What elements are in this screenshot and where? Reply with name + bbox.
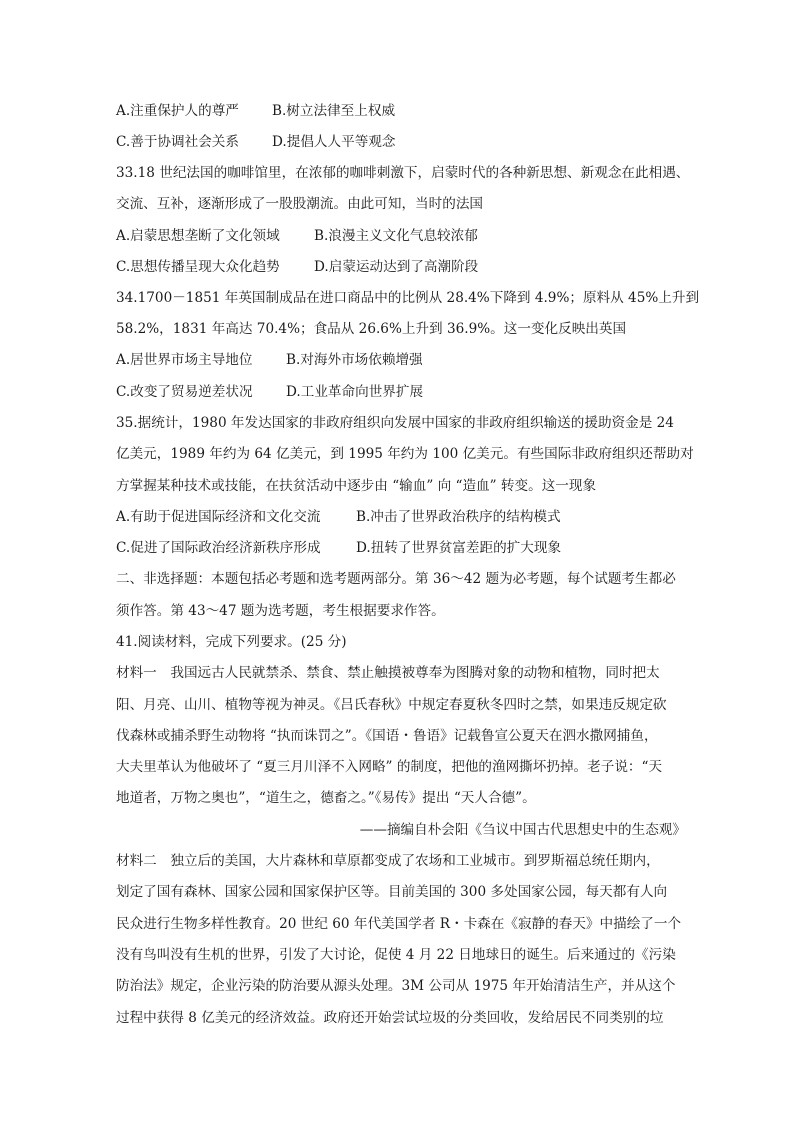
q32-option-a: A.注重保护人的尊严 [116, 103, 239, 119]
q34-options-row1 [116, 350, 423, 370]
section2-instructions-line1: 二、非选择题：本题包括必考题和选考题两部分。第 36～42 题为必考题，每个试题考生都必 [116, 571, 676, 587]
q41-material1-line5: 地道者，万物之奥也”，“道生之，德畜之。”《易传》提出 “天人合德”。 [116, 790, 536, 806]
q33-option-b: B.浪漫主义文化气息较浓郁 [314, 228, 478, 244]
q32-option-c: C.善于协调社会关系 [116, 134, 239, 150]
q41-material1-line3: 伐森林或捕杀野生动物将 “执而诛罚之”。《国语・鲁语》记载鲁宣公夏天在泗水撒网捕鱼， [116, 728, 658, 744]
q35-options-row1 [116, 507, 561, 527]
q41-material2-line2: 划定了国有森林、国家公园和国家保护区等。目前美国的 300 多处国家公园，每天都有人向 [116, 884, 668, 900]
q33-stem-line1: 33.18 世纪法国的咖啡馆里，在浓郁的咖啡刺激下，启蒙时代的各种新思想、新观念在此相遇、 [116, 165, 690, 181]
q32-options-row1 [116, 101, 396, 121]
q41-material2-line5: 防治法》规定，企业污染的防治要从源头处理。3M 公司从 1975 年开始清洁生产，并从这个 [116, 978, 676, 994]
q34-option-a: A.居世界市场主导地位 [116, 352, 253, 368]
q41-material2-line4: 没有鸟叫没有生机的世界，引发了大讨论，促使 4 月 22 日地球日的诞生。后来通过的《污染 [116, 947, 676, 963]
q35-option-a: A.有助于促进国际经济和文化交流 [116, 509, 321, 525]
q32-option-b: B.树立法律至上权威 [272, 103, 396, 119]
q32-options-row2 [116, 132, 396, 152]
q33-options-row2 [116, 257, 479, 277]
q34-option-c: C.改变了贸易逆差状况 [116, 384, 253, 400]
q41-material2-line6: 过程中获得 8 亿美元的经济效益。政府还开始尝试垃圾的分类回收，发给居民不同类别的垃 [116, 1010, 664, 1026]
q41-material1-source: ——摘编自朴会阳《刍议中国古代思想史中的生态观》 [359, 822, 686, 838]
q34-stem-line2: 58.2%，1831 年高达 70.4%；食品从 26.6%上升到 36.9%。这一变化反映出英国 [116, 321, 627, 337]
q33-stem-line2: 交流、互补，逐渐形成了一股股潮流。由此可知，当时的法国 [116, 196, 484, 212]
q35-stem-line2: 亿美元，1989 年约为 64 亿美元，到 1995 年约为 100 亿美元。有些国际非政府组织还帮助对 [116, 446, 694, 462]
q33-option-d: D.启蒙运动达到了高潮阶段 [314, 259, 479, 275]
q35-option-c: C.促进了国际政治经济新秩序形成 [116, 540, 321, 556]
q41-material1-line2: 阳、月亮、山川、植物等视为神灵。《吕氏春秋》中规定春夏秋冬四时之禁，如果违反规定砍 [116, 697, 667, 713]
q34-stem-line1: 34.1700－1851 年英国制成品在进口商品中的比例从 28.4%下降到 4.9%；原料从 45%上升到 [116, 290, 700, 306]
q33-option-a: A.启蒙思想垄断了文化领域 [116, 228, 280, 244]
q35-options-row2 [116, 538, 562, 558]
q35-option-b: B.冲击了世界政治秩序的结构模式 [356, 509, 561, 525]
section2-instructions-line2: 须作答。第 43～47 题为选考题，考生根据要求作答。 [116, 603, 445, 619]
q41-material2-line1: 材料二 独立后的美国，大片森林和草原都变成了农场和工业城市。到罗斯福总统任期内， [116, 853, 660, 869]
q33-options-row1 [116, 226, 478, 246]
q41-material1-line4: 大夫里革认为他破坏了 “夏三月川泽不入网略” 的制度，把他的渔网撕坏扔掉。老子说：“天 [116, 759, 663, 775]
q35-stem-line3: 方掌握某种技术或技能，在扶贫活动中逐步由 “输血” 向 “造血” 转变。这一现象 [116, 478, 597, 494]
q34-option-b: B.对海外市场依赖增强 [286, 352, 423, 368]
q33-option-c: C.思想传播呈现大众化趋势 [116, 259, 280, 275]
q35-option-d: D.扭转了世界贫富差距的扩大现象 [356, 540, 562, 556]
q32-option-d: D.提倡人人平等观念 [272, 134, 396, 150]
q41-title: 41.阅读材料，完成下列要求。(25 分) [116, 634, 347, 650]
q41-material2-line3: 民众进行生物多样性教育。20 世纪 60 年代美国学者 R・卡森在《寂静的春天》中描绘了一个 [116, 916, 682, 932]
q35-stem-line1: 35.据统计，1980 年发达国家的非政府组织向发展中国家的非政府组织输送的援助资金是 24 [116, 415, 674, 431]
q34-options-row2 [116, 382, 424, 402]
q34-option-d: D.工业革命向世界扩展 [286, 384, 424, 400]
q41-material1-line1: 材料一 我国远古人民就禁杀、禁食、禁止触摸被尊奉为图腾对象的动物和植物，同时把太 [116, 665, 660, 681]
